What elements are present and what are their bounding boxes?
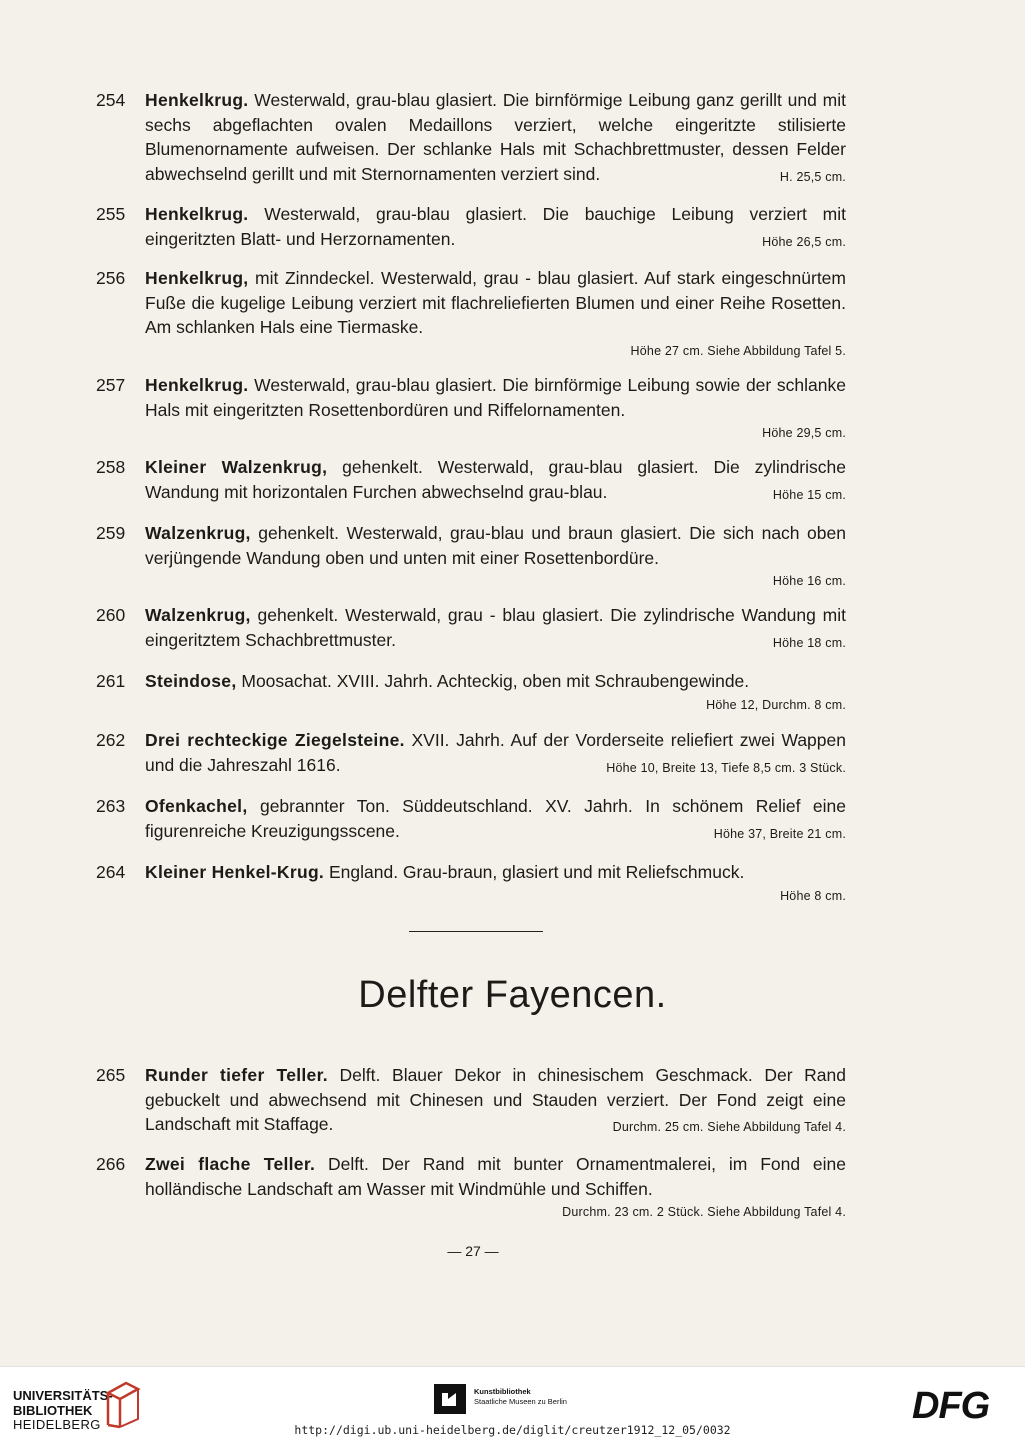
entry-dimensions: Höhe 12, Durchm. 8 cm. [706,697,846,712]
entry-title: Henkelkrug, [145,268,249,288]
entry-dimensions: Höhe 18 cm. [772,635,846,650]
entry-title: Kleiner Henkel-Krug. [145,862,325,882]
entry-number: 261 [96,671,126,691]
kb-line-2: Staatliche Museen zu Berlin [474,1397,567,1406]
entry-text: gehenkelt. Westerwald, grau - blau glasiert. Die zylindrische Wandung mit eingeritztem Schachbrettmuster. [145,605,846,650]
entry-number: 254 [96,90,126,110]
entry-number: 264 [96,862,126,882]
entry-title: Henkelkrug. [145,90,249,110]
entry-256 [96,266,846,362]
uni-line-1: UNIVERSITÄTS- [13,1388,113,1403]
kunstbibliothek-logo-icon[interactable] [434,1384,466,1414]
entry-number: 257 [96,375,126,395]
entry-number: 263 [96,796,126,816]
entry-255 [96,202,846,254]
entry-264 [96,860,846,907]
entry-263 [96,794,846,846]
entry-number: 260 [96,605,126,625]
entry-number: 255 [96,204,126,224]
dfg-logo[interactable]: DFG [912,1385,990,1427]
entry-text: Moosachat. XVIII. Jahrh. Achteckig, oben mit Schraubengewinde. [236,671,750,691]
entry-title: Walzenkrug, [145,523,251,543]
entry-number: 256 [96,268,126,288]
entry-text: Delft. Der Rand mit bunter Ornamentmalerei, im Fond eine holländische Landschaft am Wasser mit Windmühle und Schiffen. [145,1154,846,1199]
entry-number: 265 [96,1065,126,1085]
entry-dimensions: H. 25,5 cm. [779,169,846,184]
entry-number: 258 [96,457,126,477]
entry-dimensions: Höhe 26,5 cm. [762,234,846,249]
entry-text: Westerwald, grau-blau glasiert. Die birnförmige Leibung sowie der schlanke Hals mit eingeritzten Rosettenbordüren und Riffelornamenten. [145,375,846,420]
entry-dimensions: Höhe 8 cm. [780,888,846,903]
entry-number: 259 [96,523,126,543]
entry-title: Steindose, [145,671,237,691]
permalink-url[interactable]: http://digi.ub.uni-heidelberg.de/diglit/creutzer1912_12_05/0032 [294,1423,731,1437]
entry-title: Kleiner Walzenkrug, [145,457,328,477]
entry-text: mit Zinndeckel. Westerwald, grau - blau glasiert. Auf stark eingeschnürtem Fuße die kugelige Leibung verziert mit flachreliefierten Blumen und einer Reihe Rosetten. Am schlanken Hals eine Tiermaske. [145,268,846,337]
entry-text: Delft. Blauer Dekor in chinesischem Geschmack. Der Rand gebuckelt und abwechsend mit Chinesen und Stauden verziert. Der Fond zeigt eine Landschaft mit Staffage. [145,1065,846,1134]
entry-title: Henkelkrug. [145,375,249,395]
viewer-footer [0,1366,1025,1441]
entry-text: gehenkelt. Westerwald, grau-blau glasiert. Die zylindrische Wandung mit horizontalen Furchen abwechselnd grau-blau. [145,457,846,502]
entry-266 [96,1152,846,1223]
page-number: — 27 — [447,1243,499,1259]
entry-title: Walzenkrug, [145,605,251,625]
entry-265 [96,1063,846,1140]
section-title: Delfter Fayencen. [358,974,667,1016]
university-logo-icon[interactable] [102,1381,142,1429]
entry-title: Henkelkrug. [145,204,249,224]
uni-line-3: HEIDELBERG [13,1417,101,1432]
entry-title: Zwei flache Teller. [145,1154,316,1174]
entry-254 [96,88,846,189]
entry-dimensions: Höhe 37, Breite 21 cm. [713,826,846,841]
entry-259 [96,521,846,592]
entry-258 [96,455,846,507]
kunstbibliothek-label [474,1387,567,1407]
entry-text: gehenkelt. Westerwald, grau-blau und braun glasiert. Die sich nach oben verjüngende Wandung oben und unten mit einer Rosettenbordüre. [145,523,846,568]
entry-text: Westerwald, grau-blau glasiert. Die bauchige Leibung verziert mit eingeritzten Blatt- und Herzornamenten. [145,204,846,249]
entry-261 [96,669,846,716]
entry-dimensions: Durchm. 25 cm. Siehe Abbildung Tafel 4. [612,1120,846,1134]
entry-number: 266 [96,1154,126,1174]
entry-title: Drei rechteckige Ziegelsteine. [145,730,405,750]
entry-title: Ofenkachel, [145,796,248,816]
entry-title: Runder tiefer Teller. [145,1065,328,1085]
entry-dimensions: Höhe 27 cm. Siehe Abbildung Tafel 5. [630,343,846,358]
entry-dimensions: Höhe 10, Breite 13, Tiefe 8,5 cm. 3 Stück. [606,760,846,775]
entry-dimensions: Höhe 29,5 cm. [762,426,846,440]
entry-257 [96,373,846,444]
entry-text: Westerwald, grau-blau glasiert. Die birnförmige Leibung ganz gerillt und mit sechs abgeflachten ovalen Medaillons verziert, welche eingeritzte stilisierte Blumenornamente aufweisen. Der schlanke Hals mit Schachbrettmuster, dessen Felder abwechselnd gerillt und mit Sternornamenten verziert sind. [145,90,846,184]
entry-text: gebrannter Ton. Süddeutschland. XV. Jahrh. In schönem Relief eine figurenreiche Kreuzigungsscene. [145,796,846,841]
entry-262 [96,728,846,780]
entry-dimensions: Durchm. 23 cm. 2 Stück. Siehe Abbildung Tafel 4. [562,1205,846,1219]
entry-text: England. Grau-braun, glasiert und mit Reliefschmuck. [324,862,745,882]
entry-dimensions: Höhe 15 cm. [772,487,846,502]
entry-number: 262 [96,730,126,750]
entry-260 [96,603,846,655]
entry-dimensions: Höhe 16 cm. [772,574,846,588]
kb-line-1: Kunstbibliothek [474,1387,531,1396]
uni-line-2: BIBLIOTHEK [13,1402,93,1418]
section-divider [409,931,543,932]
entry-text: XVII. Jahrh. Auf der Vorderseite reliefiert zwei Wappen und die Jahreszahl 1616. [145,730,846,775]
